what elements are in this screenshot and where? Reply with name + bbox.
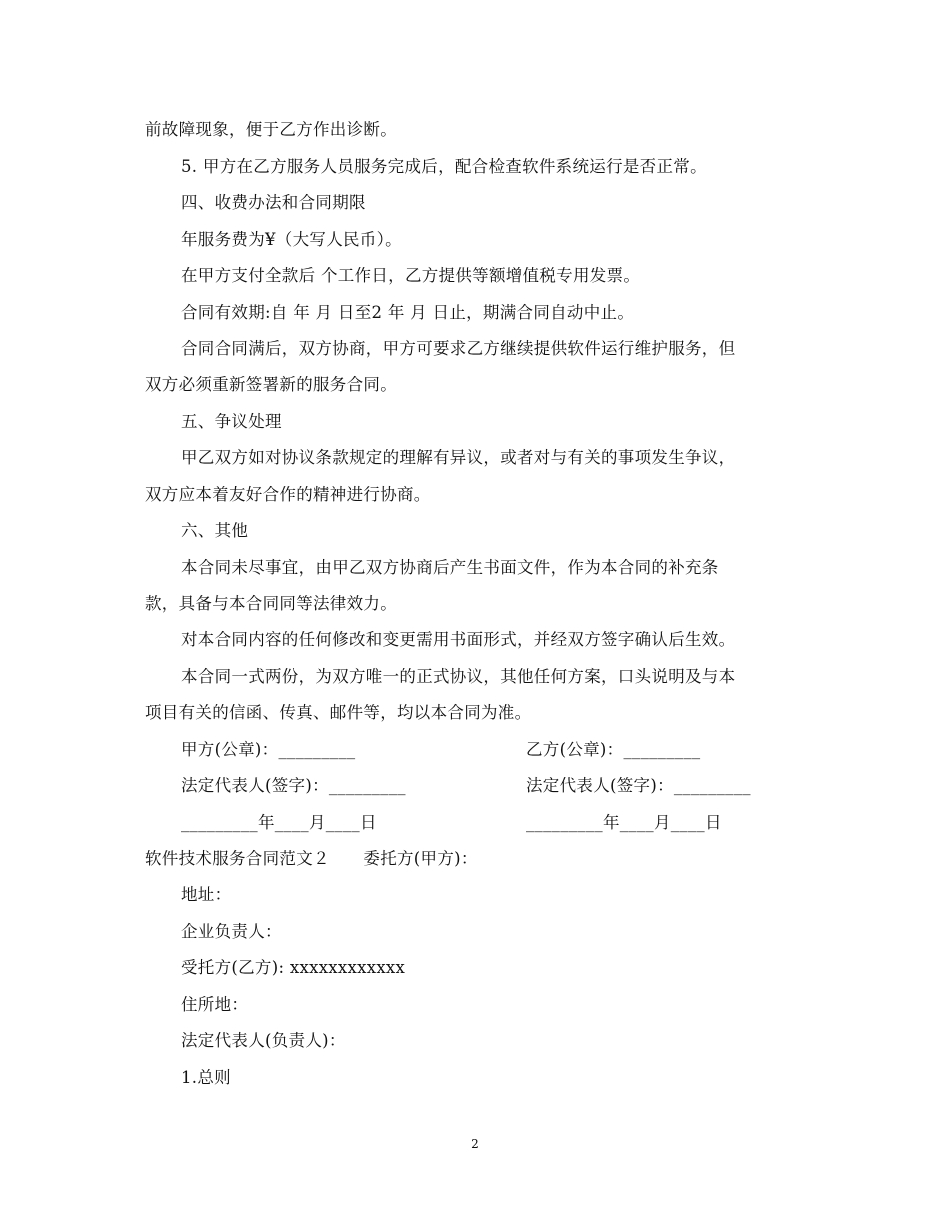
party-b-seal-field: 乙方(公章)：_________	[526, 740, 701, 759]
paragraph-line: 年服务费为¥（大写人民币）。	[181, 230, 402, 249]
section-heading-5: 五、争议处理	[181, 412, 282, 431]
party-a-representative-field: 法定代表人(签字)：_________	[181, 776, 406, 795]
paragraph-line: 前故障现象，便于乙方作出诊断。	[145, 120, 397, 139]
paragraph-line: 本合同一式两份，为双方唯一的正式协议，其他任何方案，口头说明及与本	[181, 667, 736, 686]
list-item-5: 5. 甲方在乙方服务人员服务完成后，配合检查软件系统运行是否正常。	[181, 157, 707, 176]
party-a-date-field: _________年____月____日	[181, 813, 377, 832]
party-b-date-field: _________年____月____日	[526, 813, 722, 832]
paragraph-line: 合同合同满后，双方协商，甲方可要求乙方继续提供软件运行维护服务，但	[181, 339, 736, 358]
section-heading-6: 六、其他	[181, 521, 249, 540]
section-heading-4: 四、收费办法和合同期限	[181, 193, 366, 212]
address-field: 地址：	[181, 885, 232, 904]
page-number: 2	[471, 1137, 479, 1151]
paragraph-line: 双方应本着友好合作的精神进行协商。	[145, 485, 431, 504]
party-b-representative-field: 法定代表人(签字)：_________	[526, 776, 751, 795]
paragraph-line: 合同有效期:自 年 月 日至2 年 月 日止，期满合同自动中止。	[181, 303, 635, 322]
paragraph-line: 本合同未尽事宜，由甲乙双方协商后产生书面文件，作为本合同的补充条	[181, 558, 719, 577]
paragraph-line: 甲乙双方如对协议条款规定的理解有异议，或者对与有关的事项发生争议，	[181, 448, 736, 467]
section-heading-general: 1.总则	[181, 1068, 231, 1087]
second-contract-heading: 软件技术服务合同范文２ 委托方(甲方)：	[145, 849, 478, 868]
enterprise-head-field: 企业负责人：	[181, 922, 282, 941]
party-a-seal-field: 甲方(公章)：_________	[181, 740, 356, 759]
entrusted-party-field: 受托方(乙方): xxxxxxxxxxxx	[181, 958, 406, 977]
paragraph-line: 双方必须重新签署新的服务合同。	[145, 375, 397, 394]
paragraph-line: 对本合同内容的任何修改和变更需用书面形式，并经双方签字确认后生效。	[181, 630, 736, 649]
paragraph-line: 项目有关的信函、传真、邮件等，均以本合同为准。	[145, 703, 532, 722]
paragraph-line: 款，具备与本合同同等法律效力。	[145, 594, 397, 613]
paragraph-line: 在甲方支付全款后 个工作日，乙方提供等额增值税专用发票。	[181, 266, 641, 285]
legal-representative-field: 法定代表人(负责人)：	[181, 1031, 346, 1050]
domicile-field: 住所地：	[181, 995, 249, 1014]
